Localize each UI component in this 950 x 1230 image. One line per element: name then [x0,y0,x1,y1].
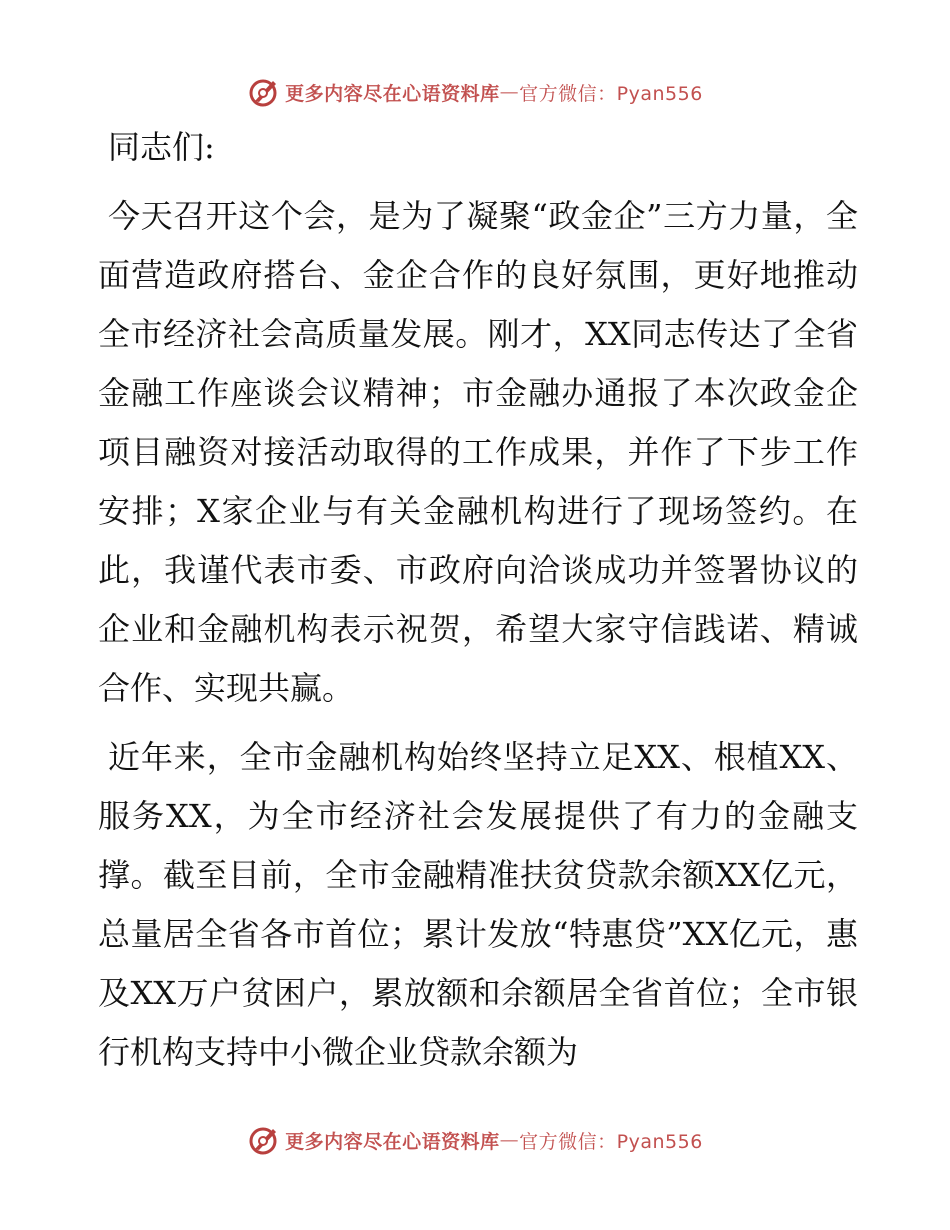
greeting: 同志们: [108,128,215,166]
banner-main-text: 更多内容尽在心语资料库 [285,82,500,105]
paragraph-1: 今天召开这个会，是为了凝聚“政金企”三方力量，全面营造政府搭台、金企合作的良好氛围，更好地推动全市经济社会高质量发展。刚才，XX同志传达了全省金融工作座谈会议精神；市金融办通报了本次政金企项目融资对接活动取得的工作成果，并作了下步工作安排；X家企业与有关金融机构进行了现场签约。在此，我谨代表市委、市政府向洽谈成功并签署协议的企业和金融机构表示祝贺，希望大家守信践诺、精诚合作、实现共赢。 [98,197,858,707]
banner-main-text: 更多内容尽在心语资料库 [285,1130,500,1153]
banner-separator: — [499,81,520,103]
footer-banner [0,1120,950,1160]
banner-official-account: 官方微信：Pyan556 [519,82,703,105]
quill-circle-icon [247,1123,281,1157]
paragraph-2: 近年来，全市金融机构始终坚持立足XX、根植XX、服务XX，为全市经济社会发展提供了有力的金融支撑。截至目前，全市金融精准扶贫贷款余额XX亿元，总量居全省各市首位；累计发放“特惠贷”XX亿元，惠及XX万户贫困户，累放额和余额居全省首位；全市银行机构支持中小微企业贷款余额为 [98,738,858,1071]
document-body [98,118,858,1082]
banner-official-account: 官方微信：Pyan556 [519,1130,703,1153]
banner-separator: — [499,1129,520,1151]
quill-circle-icon [247,75,281,109]
header-banner [0,72,950,112]
